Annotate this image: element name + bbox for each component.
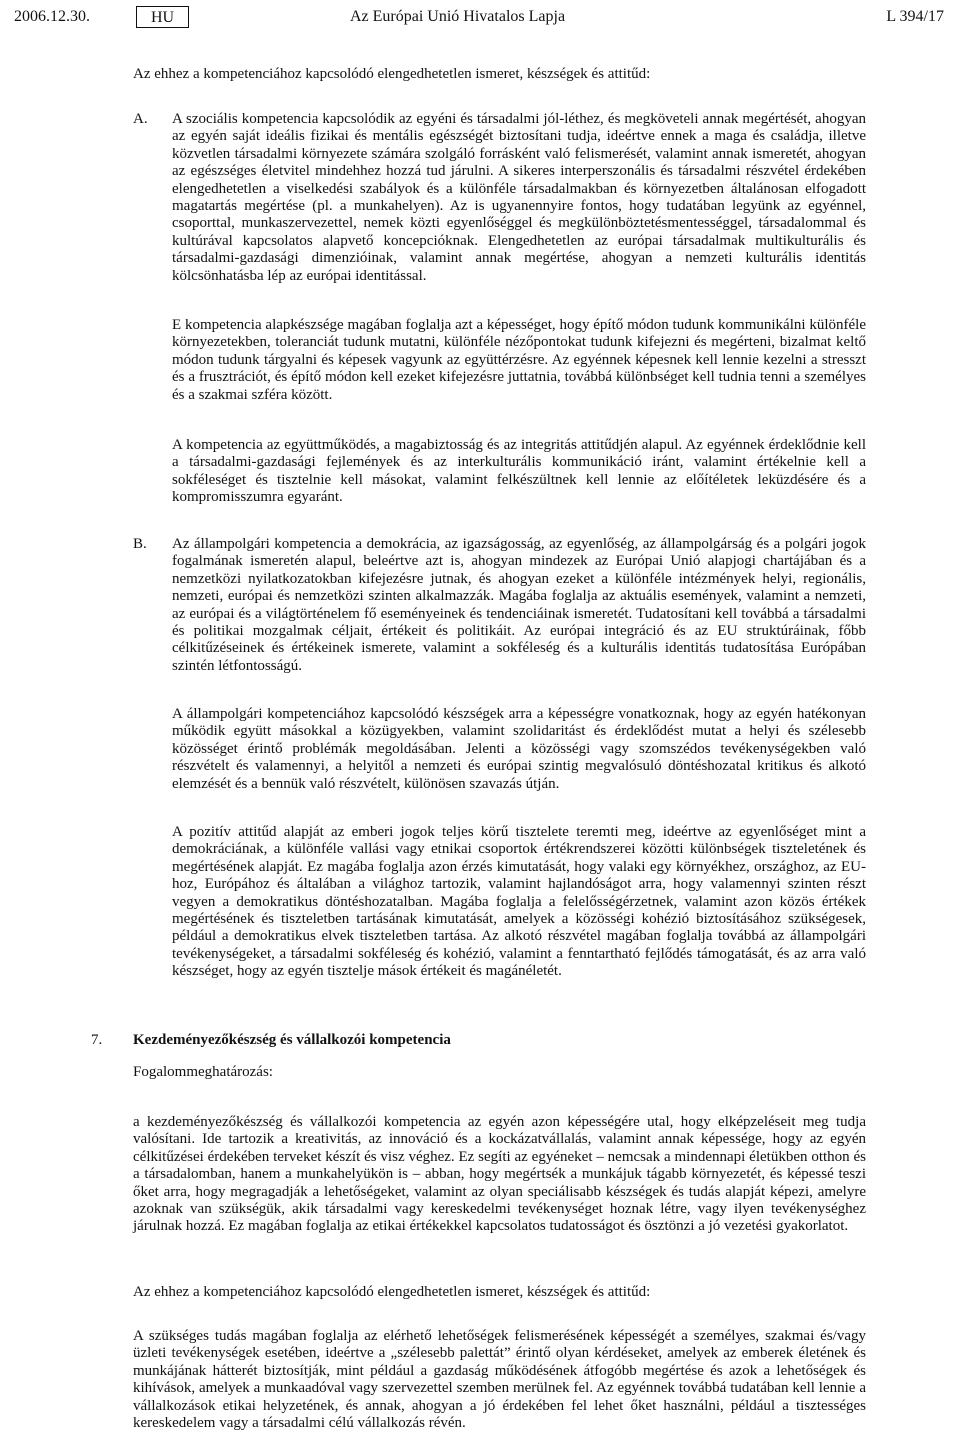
header-date: 2006.12.30. [14, 8, 90, 25]
language-code-box: HU [136, 6, 189, 28]
section-a-paragraph-3: A kompetencia az együttműködés, a magabiztosság és az integritás attitűdjén alapul. Az egyénnek érdeklődnie kell a társadalmi-gazdasági fejlemények és az interkulturális kommunikáció iránt, valamint értékelnie kell a sokféleséget és tisztelnie kell másokat, valamint felkészültnek kell lennie az előítéletek leküzdésére és a kompromisszumra egyaránt. [172, 437, 866, 506]
intro-line: Az ehhez a kompetenciához kapcsolódó elengedhetetlen ismeret, készségek és attitűd: [133, 66, 651, 82]
section-b-paragraph-3: A pozitív attitűd alapját az emberi jogok teljes körű tisztelete teremti meg, ideértve az egyenlőséget mint a demokráciának, a különféle vallási vagy etnikai csoportok értékrendszerei közötti különbségek tiszteletének és megértésének alapját. Ez magába foglalja azon érzés kimutatását, hogy valaki egy környékhez, országhoz, az EU-hoz, Európához és általában a világhoz tartozik, valamint hajlandóságot arra, hogy valamennyi szinten részt vegyen a demokratikus döntéshozatalban. Magába foglalja a felelősségérzetnek, valamint azon közös értékek megértésének és tiszteletben tartásának kimutatását, amelyek a közösségi kohézió biztosításához szükségesek, például a demokratikus elvek tiszteletben tartása. Az alkotó részvétel magában foglalja továbbá az állampolgári tevékenységeket, a társadalmi sokféleség és kohézió, valamint a fenntartható fejlődés támogatását, és az arra való készséget, hogy az egyén tisztelje mások értékeit és magánéletét. [172, 824, 866, 980]
page-reference: L 394/17 [886, 8, 944, 25]
section-7-paragraph-1: a kezdeményezőkészség és vállalkozói kompetencia az egyén azon képességére utal, hogy elképzeléseit meg tudja valósítani. Ide tartozik a kreativitás, az innováció és a kockázatvállalás, valamint annak képessége, hogy az egyén célkitűzései érdekében terveket készít és visz véghez. Ez segíti az egyéneket – nemcsak a mindennapi életükben otthon és a társadalomban, hanem a munkahelyükön is – abban, hogy megértsék a munkájuk tágabb környezetét, és képessé teszi őket arra, hogy megragadják a lehetőségeket, valamint az olyan speciálisabb készségek és tudás alapját képezi, amelyre azoknak van szükségük, akik társadalmi vagy kereskedelmi tevékenységet hoznak létre, vagy ilyen tevékenységhez járulnak hozzá. Ez magában foglalja az etikai értékekkel kapcsolatos tudatosságot és ösztönzi a jó vezetési gyakorlatot. [133, 1114, 866, 1235]
journal-title: Az Európai Unió Hivatalos Lapja [350, 8, 566, 25]
section-7-intro-line: Az ehhez a kompetenciához kapcsolódó elengedhetetlen ismeret, készségek és attitűd: [133, 1284, 651, 1300]
definition-subhead: Fogalommeghatározás: [133, 1064, 273, 1080]
section-7-paragraph-2: A szükséges tudás magában foglalja az elérhető lehetőségek felismerésének képességét a személyes, szakmai és/vagy üzleti tevékenységek esetében, ideértve a „szélesebb palettát” érintő olyan kérdéseket, amelyek az emberek életének és munkájának hátterét biztosítják, mint például a gazdaság működésének átfogóbb megértése és azok a lehetőségek és kihívások, amelyek a munkaadóval vagy szervezettel szemben merülnek fel. Az egyénnek továbbá tudatában kell lennie a vállalkozások etikai helyzetének, és annak, ahogyan a jó érdekében fel lehet őket használni, például a tisztességes kereskedelem vagy a társadalmi célú vállalkozás révén. [133, 1328, 866, 1432]
section-7-title: Kezdeményezőkészség és vállalkozói kompetencia [133, 1032, 451, 1048]
section-b-paragraph-2: A állampolgári kompetenciához kapcsolódó készségek arra a képességre vonatkoznak, hogy az egyén hatékonyan működik együtt másokkal a közügyekben, valamint szolidaritást és érdeklődést mutat a helyi és szélesebb közösséget érintő problémák megoldásában. Jelenti a közösségi vagy szomszédos tevékenységekben való részvételt és valamennyi, a helyitől a nemzeti és európai szintig megvalósuló döntéshozatal kritikus és alkotó elemzését és a bennük való részvételt, különösen szavazás útján. [172, 706, 866, 792]
page-header [14, 6, 944, 28]
section-b-label: B. [133, 536, 147, 552]
section-a-paragraph-1: A szociális kompetencia kapcsolódik az egyéni és társadalmi jól-léthez, és megköveteli annak megértését, ahogyan az egyén saját ideális fizikai és mentális egészségét biztosítani tudja, ideértve ennek a maga és családja, illetve közvetlen társadalmi környezete számára szolgáló forrásként való felismerését, valamint annak ismeretét, ahogyan az egészséges életvitel mindehhez hozzá tud járulni. A sikeres interperszonális és társadalmi részvétel érdekében elengedhetetlen a viselkedési szabályok és a különféle társadalmakban és környezetben általánosan elfogadott magatartás megértése (pl. a munkahelyen). Az is ugyanennyire fontos, hogy tudatában legyünk az egyénnel, csoporttal, munkaszervezettel, nemek közti egyenlőséggel és megkülönböztetésmentességgel, társadalommal és kultúrával kapcsolatos alapvető koncepcióknak. Elengedhetetlen az európai társadalmak multikulturális és társadalmi-gazdasági dimenzióinak, valamint annak megértése, ahogyan a nemzeti kulturális identitás kölcsönhatásba lép az európai identitással. [172, 111, 866, 284]
section-b-paragraph-1: Az állampolgári kompetencia a demokrácia, az igazságosság, az egyenlőség, az állampolgárság és a polgári jogok fogalmának ismeretén alapul, beleértve azt is, ahogyan mindezek az Európai Unió alapjogi chartájában és a nemzetközi nyilatkozatokban kifejezésre jutnak, és ahogyan ezeket a különféle intézmények helyi, regionális, nemzeti, európai és nemzetközi szinten alkalmazzák. Magába foglalja az aktuális események, valamint a nemzeti, az európai és a világtörténelem fő eseményeinek és tendenciáinak ismeretét. Tudatosítani kell továbbá a társadalmi és politikai mozgalmak céljait, értékeit és politikáit. Az európai integráció és az EU struktúráinak, főbb célkitűzéseinek és értékeinek ismerete, valamint a sokféleség és a kulturális identitás tudatosítása Európában szintén létfontosságú. [172, 536, 866, 674]
section-a-paragraph-2: E kompetencia alapkészsége magában foglalja azt a képességet, hogy építő módon tudunk kommunikálni különféle környezetekben, toleranciát tudunk mutatni, különféle nézőpontokat tudunk kifejezni és megérteni, bizalmat keltő módon tudunk tárgyalni és képesek vagyunk az együttérzésre. Az egyénnek képesnek kell lennie kezelni a stresszt és a frusztrációt, és építő módon kell ezeket kifejezésre juttatnia, továbbá különbséget kell tudnia tenni a személyes és a szakmai szféra között. [172, 317, 866, 403]
section-a-label: A. [133, 111, 148, 127]
section-7-number: 7. [91, 1032, 103, 1048]
